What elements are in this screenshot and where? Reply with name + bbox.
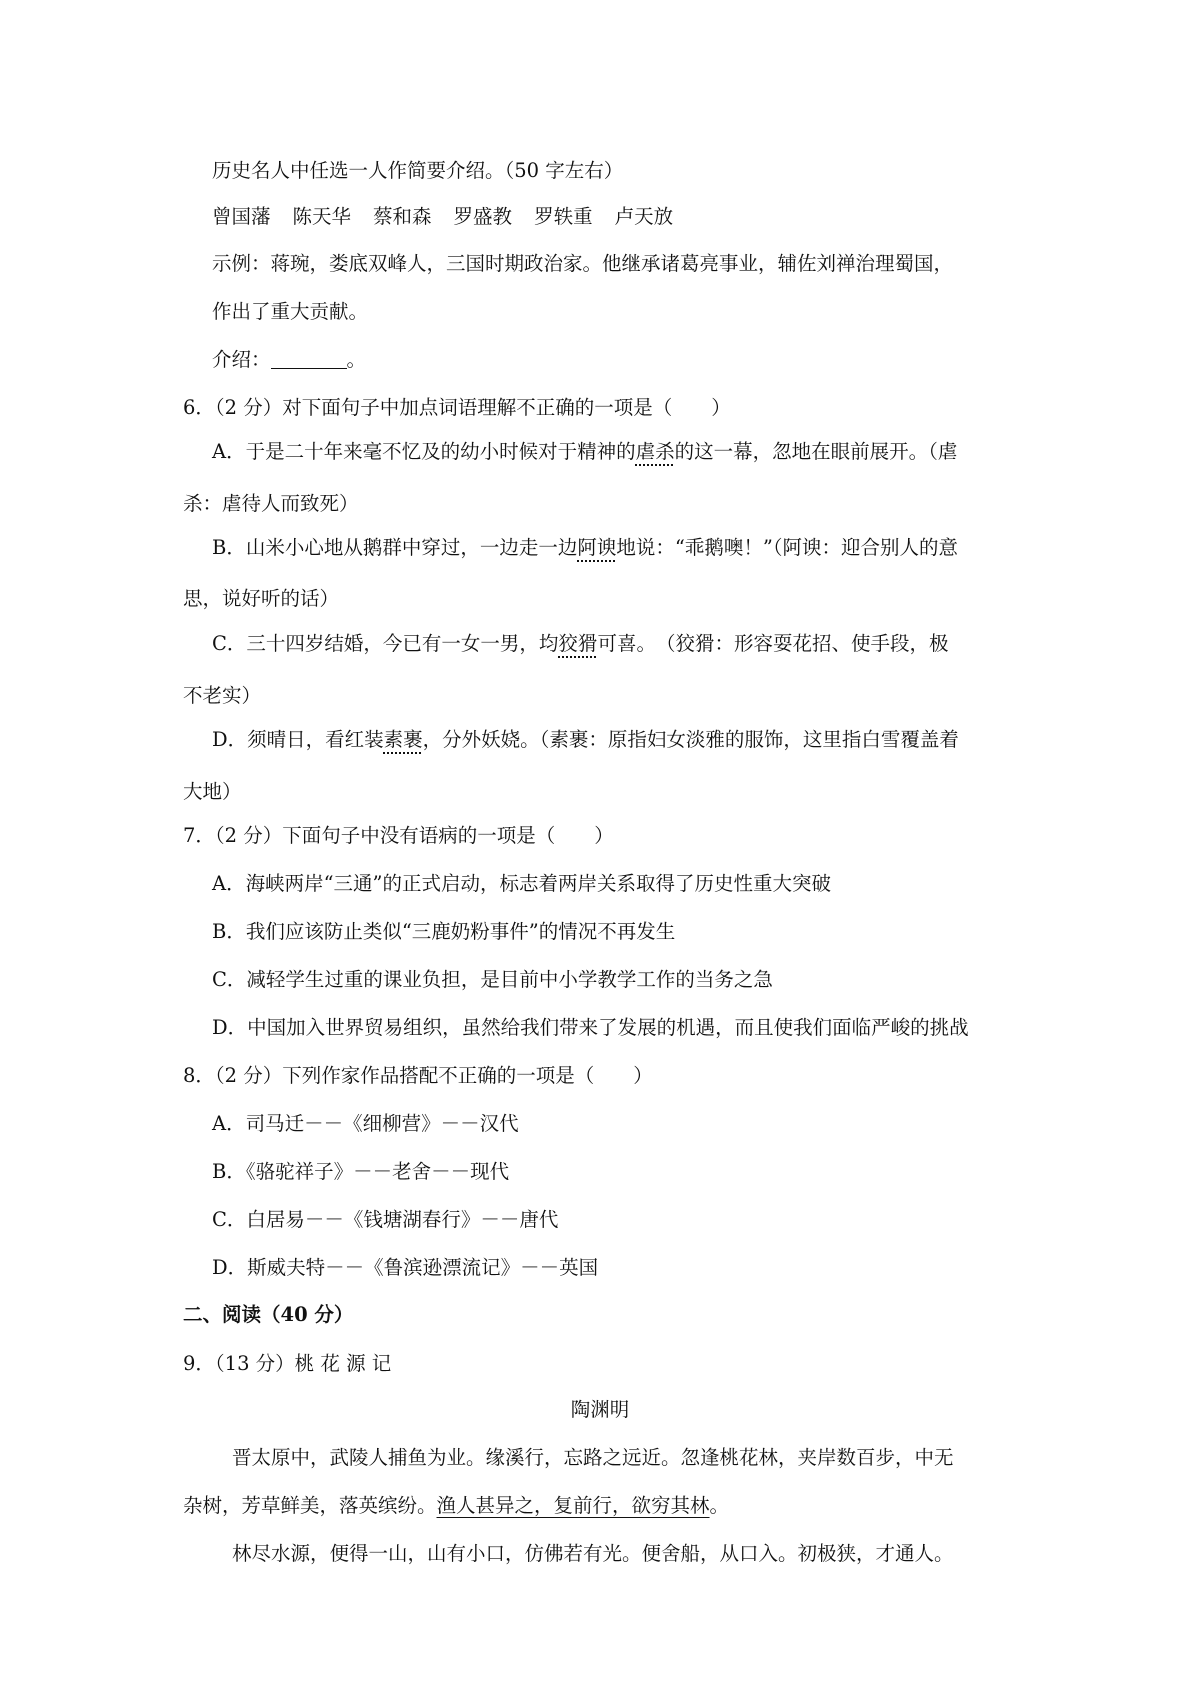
underlined-sentence: 渔人甚异之，复前行，欲穷其林 (436, 1494, 710, 1517)
q8-option-b: B．《骆驼祥子》－－老舍－－现代 (212, 1160, 510, 1183)
q7-option-b: B．我们应该防止类似“三鹿奶粉事件”的情况不再发生 (212, 920, 676, 943)
q7-option-c: C．减轻学生过重的课业负担，是目前中小学教学工作的当务之急 (212, 968, 773, 991)
q6-option-c (212, 631, 948, 657)
q7-option-d: D．中国加入世界贸易组织，虽然给我们带来了发展的机遇，而且使我们面临严峻的挑战 (212, 1016, 969, 1039)
q6-option-a (212, 439, 957, 465)
dotted-word: 素裹 (383, 728, 423, 751)
q5-instruction: 历史名人中任选一人作简要介绍。（50 字左右） (212, 159, 624, 182)
option-text: 可喜。 （狡猾：形容耍花招、使手段，极 (597, 632, 949, 655)
dotted-word: 狡猾 (558, 632, 598, 655)
q6-stem: 6．（2 分）对下面句子中加点词语理解不正确的一项是（ ） (183, 396, 731, 419)
option-text: 的这一幕，忽地在眼前展开。（虐 (674, 440, 958, 463)
answer-blank[interactable] (271, 348, 347, 369)
option-text: C．三十四岁结婚，今已有一女一男，均 (212, 632, 559, 655)
q8-option-d: D．斯威夫特－－《鲁滨逊漂流记》－－英国 (212, 1256, 599, 1279)
q6-option-d-cont: 大地） (183, 780, 242, 803)
section-heading: 二、阅读（40 分） (183, 1303, 354, 1326)
name-item: 陈天华 (292, 205, 352, 228)
option-text: D．须晴日，看红装 (212, 728, 384, 751)
intro-end: 。 (346, 348, 367, 371)
name-item: 曾国藩 (212, 205, 271, 228)
q7-option-a: A．海峡两岸“三通”的正式启动，标志着两岸关系取得了历史性重大突破 (212, 872, 832, 895)
passage-text: 。 (709, 1494, 730, 1517)
dotted-word: 虐杀 (635, 440, 675, 463)
name-item: 蔡和森 (373, 205, 432, 228)
q7-stem: 7．（2 分）下面句子中没有语病的一项是（ ） (183, 824, 614, 847)
q9-paragraph1-line2 (183, 1493, 729, 1519)
q6-option-a-cont: 杀：虐待人而致死） (183, 492, 359, 515)
q9-paragraph1-line1: 晋太原中，武陵人捕鱼为业。缘溪行，忘路之远近。忽逢桃花林，夹岸数百步，中无 (232, 1446, 954, 1469)
q6-option-b-cont: 思，说好听的话） (183, 587, 340, 610)
passage-text: 杂树，芳草鲜美，落英缤纷。 (183, 1494, 437, 1517)
intro-label: 介绍： (212, 348, 271, 371)
q5-intro (212, 347, 366, 373)
name-item: 卢天放 (614, 205, 674, 228)
dotted-word: 阿谀 (577, 536, 617, 559)
q8-option-a: A．司马迁－－《细柳营》－－汉代 (212, 1112, 519, 1135)
q6-option-d (212, 727, 959, 753)
option-text: ，分外妖娆。（素裹：原指妇女淡雅的服饰，这里指白雪覆盖着 (422, 728, 959, 751)
name-item: 罗盛教 (453, 205, 513, 228)
q5-example-line2: 作出了重大贡献。 (212, 300, 369, 323)
option-text: 地说：“乖鹅噢！”（阿谀：迎合别人的意 (616, 536, 959, 559)
option-text: B．山米小心地从鹅群中穿过，一边走一边 (212, 536, 578, 559)
q8-option-c: C．白居易－－《钱塘湖春行》－－唐代 (212, 1208, 559, 1231)
name-item: 罗轶重 (534, 205, 593, 228)
q9-stem: 9．（13 分）桃 花 源 记 (183, 1352, 392, 1375)
q9-paragraph2-line1: 林尽水源，便得一山，山有小口，仿佛若有光。便舍船，从口入。初极狭，才通人。 (232, 1542, 954, 1565)
q5-example-line1: 示例：蒋琬，娄底双峰人，三国时期政治家。他继承诸葛亮事业，辅佐刘禅治理蜀国， (212, 252, 954, 275)
q8-stem: 8．（2 分）下列作家作品搭配不正确的一项是（ ） (183, 1064, 653, 1087)
q9-author: 陶渊明 (570, 1398, 630, 1421)
option-text: A．于是二十年来毫不忆及的幼小时候对于精神的 (212, 440, 636, 463)
q5-names (212, 204, 695, 230)
q6-option-c-cont: 不老实） (183, 684, 262, 707)
q6-option-b (212, 535, 958, 561)
